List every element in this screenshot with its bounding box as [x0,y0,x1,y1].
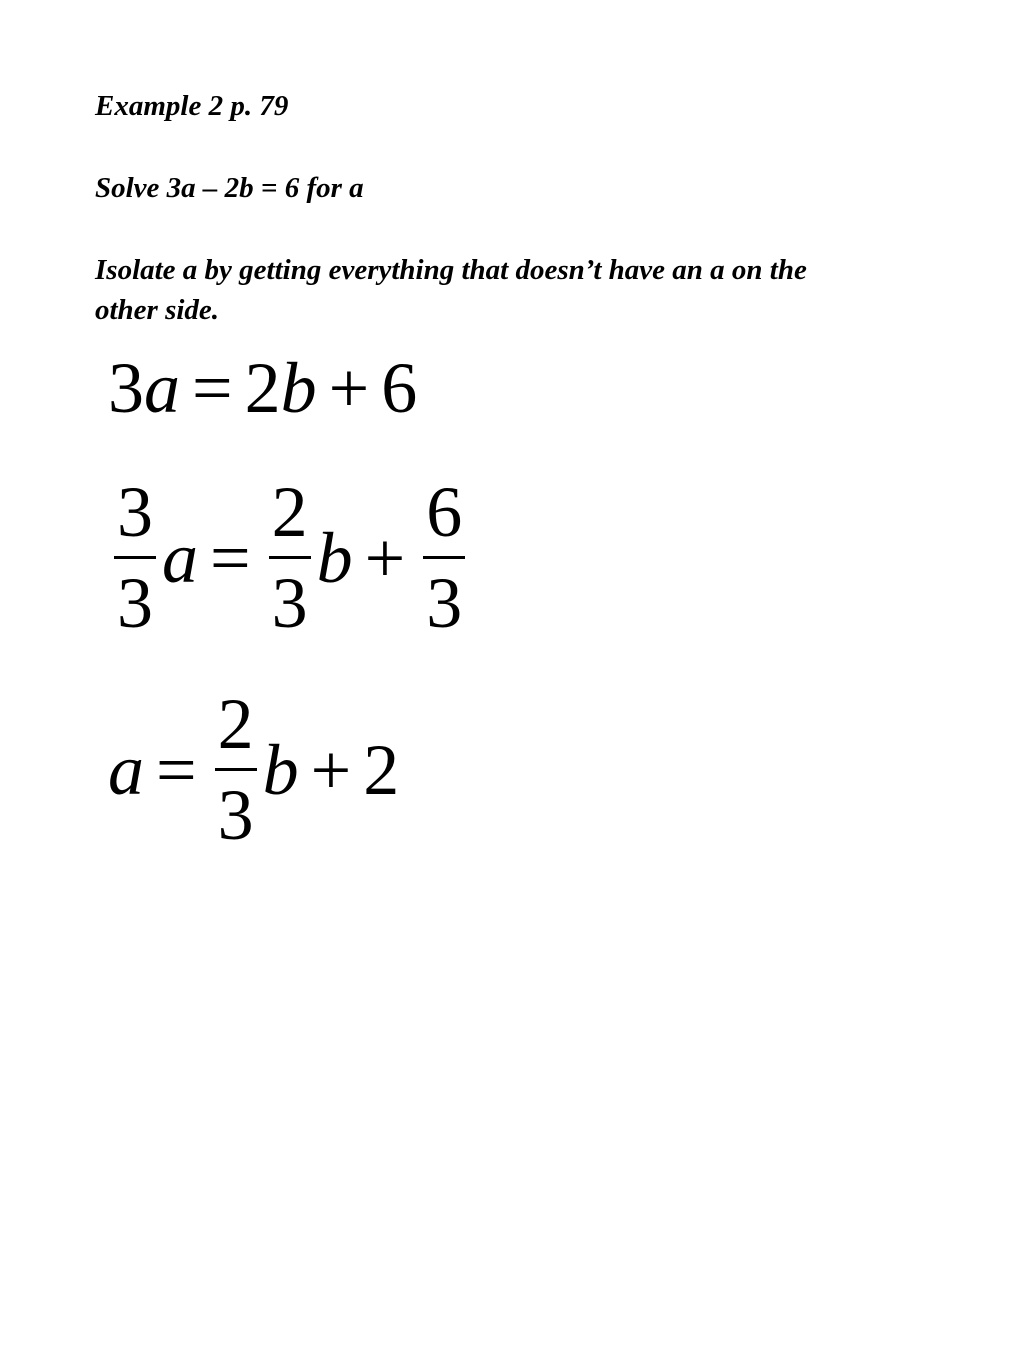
eq1-equals-sign: = [192,348,233,428]
eq2-fraction-2-bar [269,556,311,559]
eq3-fraction-denominator: 3 [217,775,254,855]
eq2-fraction-3 [423,474,465,641]
eq2-fraction-1-bar [114,556,156,559]
eq2-fraction-3-denominator: 3 [426,563,463,643]
eq3-equals-sign: = [156,729,197,810]
eq1-plus-sign: + [328,348,370,428]
eq3-variable-a: a [108,729,144,810]
eq2-fraction-1 [114,474,156,641]
eq2-fraction-1-numerator: 3 [117,472,153,552]
eq3-constant: 2 [363,729,400,810]
eq1-variable-b: b [280,348,317,428]
eq3-fraction-numerator: 2 [217,684,254,764]
eq1-left-coefficient: 3 [108,348,144,428]
eq3-plus-sign: + [310,729,352,810]
eq2-fraction-2-denominator: 3 [271,563,308,643]
eq2-plus-sign: + [364,517,406,598]
instruction-line-2: other side. [95,294,220,326]
eq2-fraction-3-numerator: 6 [426,472,463,552]
eq2-variable-a: a [162,517,198,598]
equation-step-1 [108,348,418,428]
instruction-line-1: Isolate a by getting everything that doesn’t have an a on the [95,254,807,286]
problem-statement: Solve 3a – 2b = 6 for a [95,172,364,204]
eq3-fraction [215,686,257,853]
eq2-variable-b: b [316,517,353,598]
example-title: Example 2 p. 79 [95,90,289,122]
eq3-fraction-bar [215,768,257,771]
eq1-variable-a: a [144,348,180,428]
eq2-fraction-2 [269,474,311,641]
eq2-fraction-1-denominator: 3 [117,563,153,643]
equation-step-2 [108,474,471,641]
eq1-right-coefficient: 2 [244,348,281,428]
eq2-equals-sign: = [210,517,251,598]
eq1-constant: 6 [381,348,418,428]
eq2-fraction-3-bar [423,556,465,559]
equation-step-3 [108,686,399,853]
eq3-variable-b: b [262,729,299,810]
eq2-fraction-2-numerator: 2 [271,472,308,552]
